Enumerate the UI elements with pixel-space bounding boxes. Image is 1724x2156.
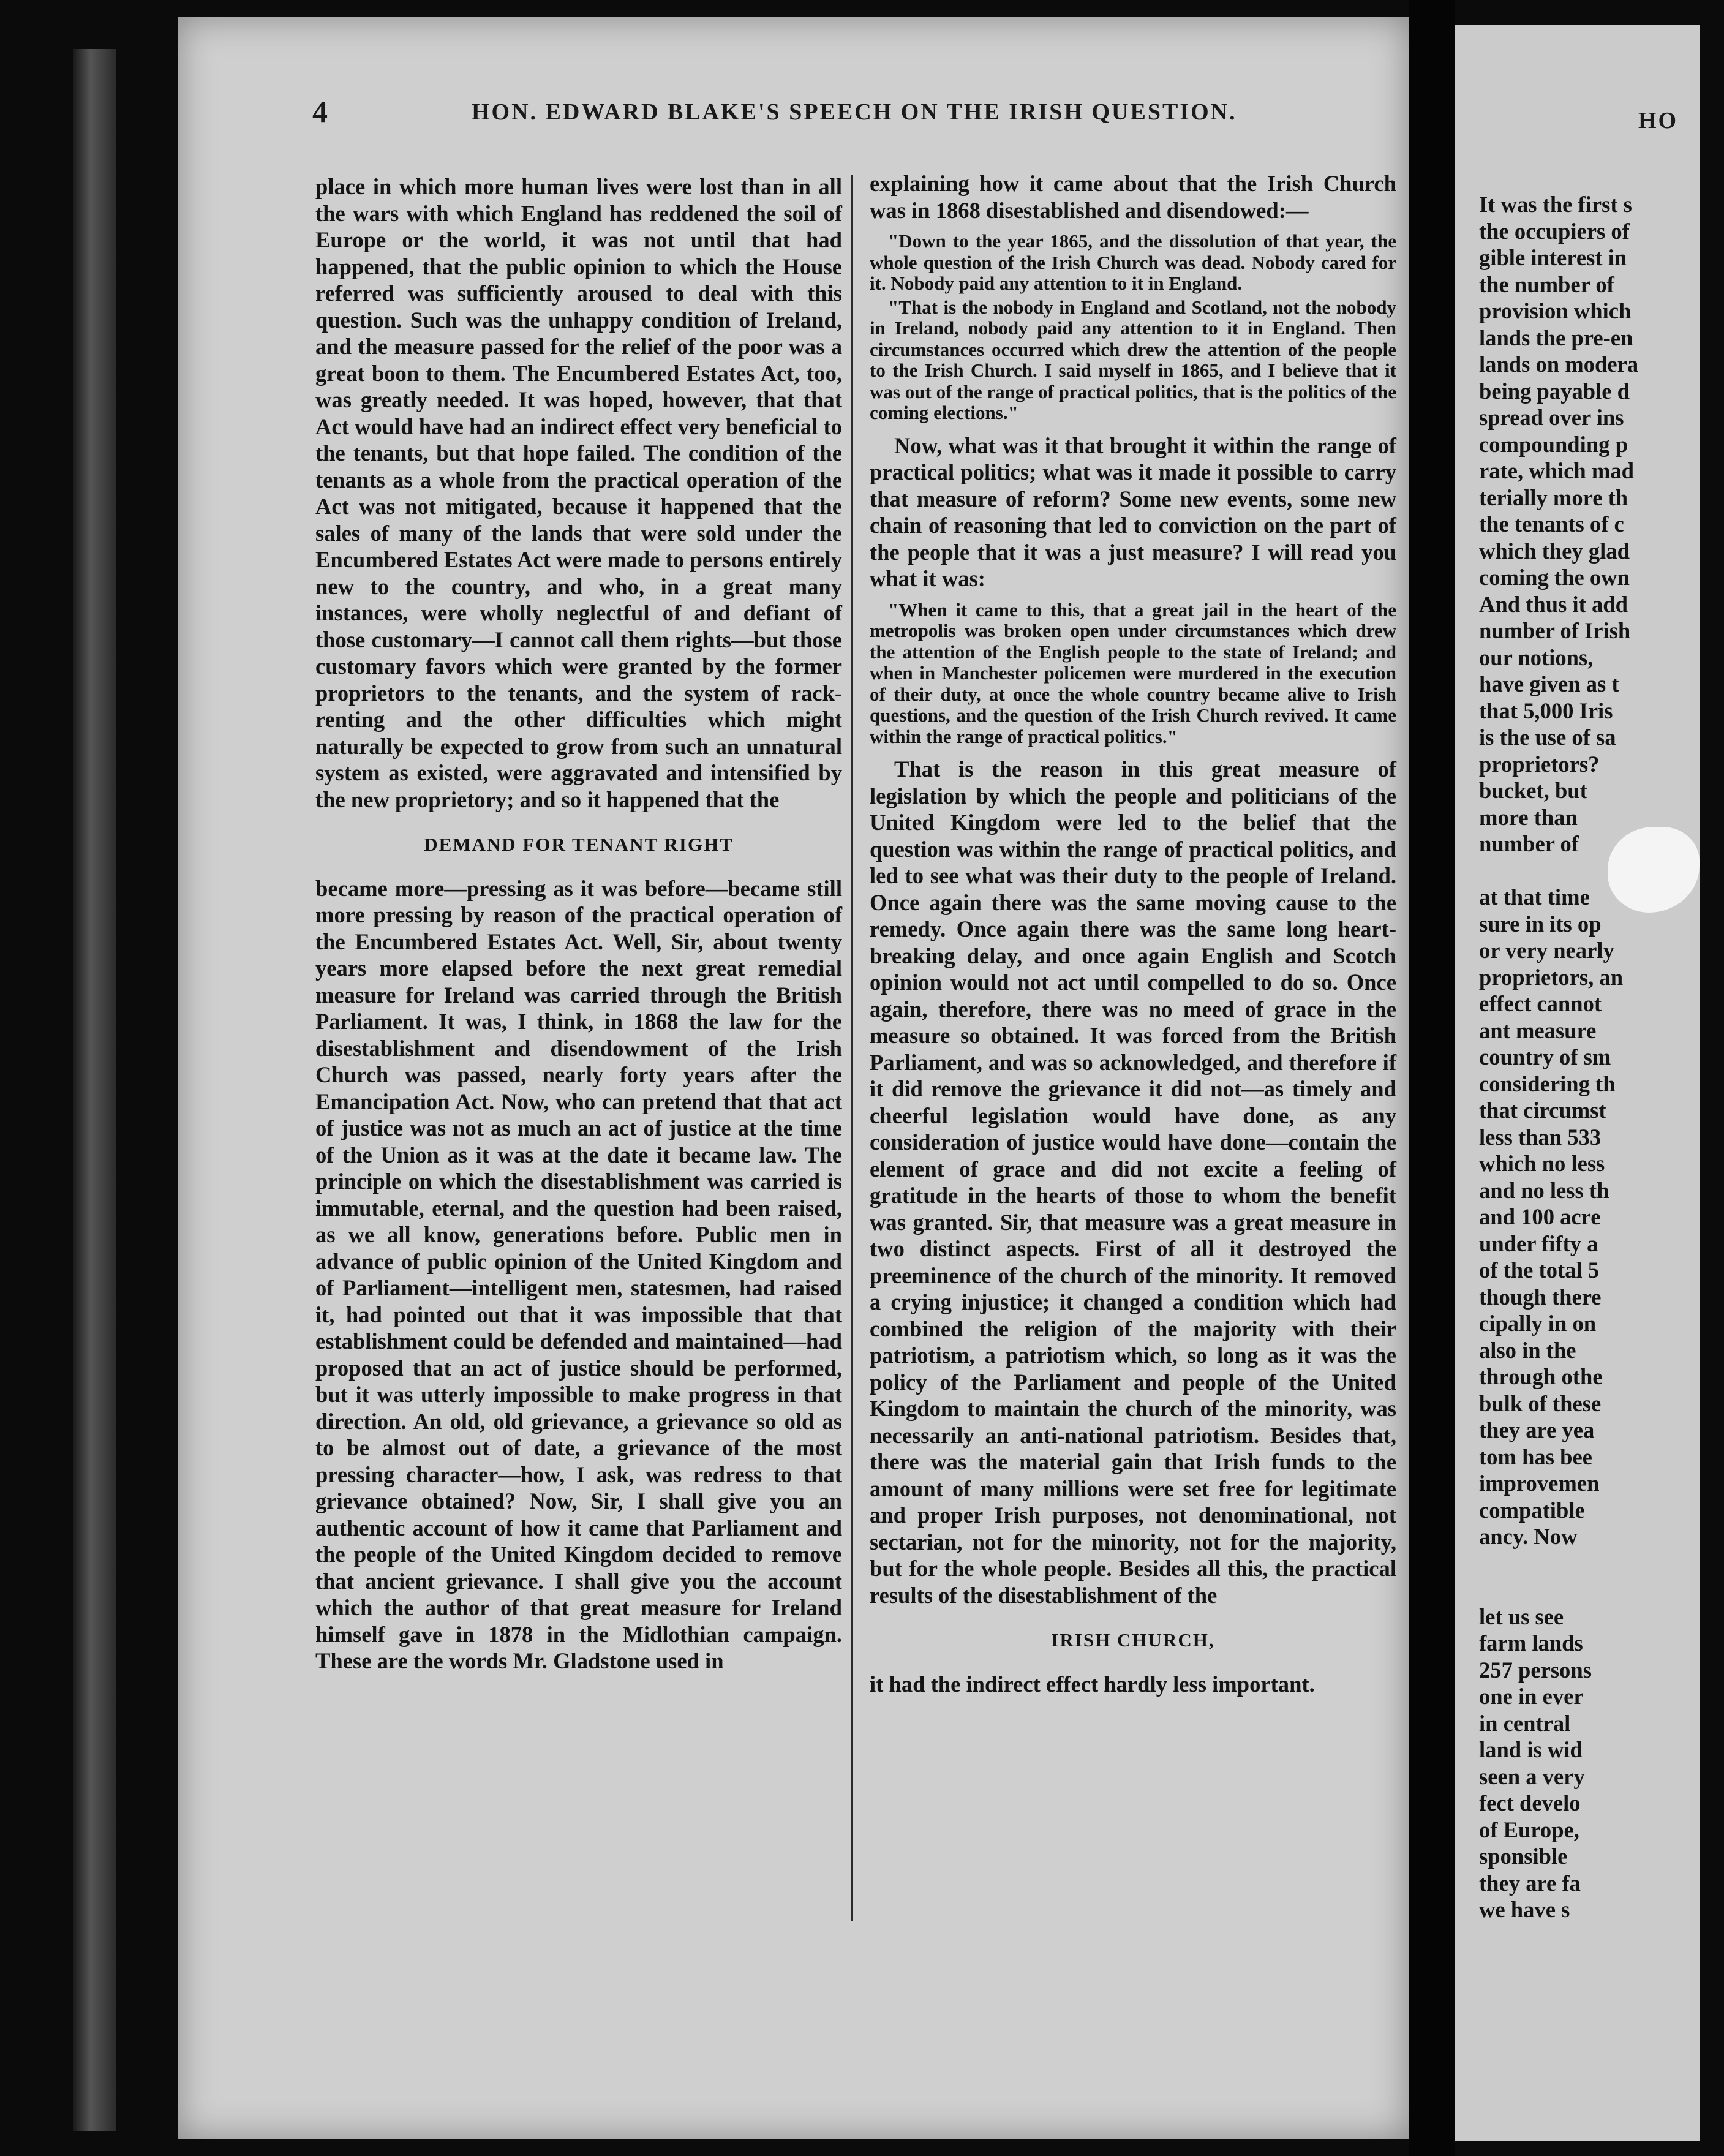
facing-line: being payable d bbox=[1479, 378, 1630, 404]
facing-line: they are fa bbox=[1479, 1870, 1581, 1896]
facing-line: terially more th bbox=[1479, 484, 1628, 510]
book-binding bbox=[73, 49, 116, 2132]
facing-line: we have s bbox=[1479, 1897, 1570, 1922]
facing-line: bulk of these bbox=[1479, 1390, 1602, 1416]
page-gutter bbox=[1409, 0, 1455, 2156]
subheading-tenant-right: DEMAND FOR TENANT RIGHT bbox=[424, 834, 734, 855]
facing-line: less than 533 bbox=[1479, 1124, 1602, 1150]
facing-line: effect cannot bbox=[1479, 991, 1602, 1016]
facing-line: compounding p bbox=[1479, 431, 1628, 457]
facing-line: tom has bee bbox=[1479, 1444, 1592, 1469]
facing-line: or very nearly bbox=[1479, 938, 1614, 963]
left-paragraph-2: became more—pressing as it was before—became still more pressing by reason of the practical operation of the Encumbered Estates Act. Well, Sir, about twenty years more elapsed before the next great remedial measure for Ireland was carried through the British Parliament. It was, I think, in 1868 the law for the disestablishment and disendowment of the Irish Church was passed, nearly forty years after the Emancipation Act. Now, who can pretend that that act of justice was not as much an act of justice at the time of the Union as it was at the date it became law. The principle on which the disestablishment was carried is immutable, eternal, and the question had been raised, as we all know, generations before. Public men in advance of public opinion of the United Kingdom and of Parliament—intelligent men, statesmen, had raised it, had pointed out that it was impossible that that establishment could be defended and maintained—had proposed that an act of justice should be performed, but it was utterly impossible to make progress in that direction. An old, old grievance, a grievance so old as to be almost out of date, a grievance of the most pressing character—how, I ask, was redress to that grievance obtained? Now, Sir, I shall give you an authentic account of how it came that Parliament and the people of the United Kingdom decided to remove that ancient grievance. I shall give you the account which the author of that great measure for Ireland himself gave in 1878 in the Midlothian campaign. These are the words Mr. Gladstone used in bbox=[315, 875, 842, 1673]
right-column bbox=[870, 170, 1396, 1697]
facing-line: in central bbox=[1479, 1710, 1571, 1736]
column-rule bbox=[851, 175, 853, 1921]
facing-line: land is wid bbox=[1479, 1737, 1583, 1762]
facing-line: bucket, but bbox=[1479, 778, 1587, 803]
facing-line: country of sm bbox=[1479, 1044, 1611, 1069]
facing-line: though there bbox=[1479, 1284, 1602, 1310]
facing-line: of the total 5 bbox=[1479, 1257, 1600, 1283]
facing-line: they are yea bbox=[1479, 1417, 1595, 1442]
quote-1: "Down to the year 1865, and the dissolution of that year, the whole question of the Irish Church was dead. Nobody cared for it. Nobody paid any attention to it in England. bbox=[870, 230, 1396, 294]
facing-line: also in the bbox=[1479, 1337, 1576, 1363]
facing-line bbox=[1479, 1550, 1724, 1577]
right-paragraph-2: Now, what was it that brought it within the range of practical politics; what was it made it possible to carry that measure of reform? Some new events, some new chain of reasoning that led to conviction on the part of the people that it was a just measure? I will read you what it was: bbox=[870, 432, 1396, 591]
facing-line: that 5,000 Iris bbox=[1479, 698, 1613, 723]
page-right-facing bbox=[1455, 24, 1700, 2141]
facing-line: at that time bbox=[1479, 884, 1590, 910]
facing-line: farm lands bbox=[1479, 1630, 1583, 1656]
page-header bbox=[178, 94, 1409, 143]
facing-line: gible interest in bbox=[1479, 245, 1627, 270]
facing-line: which no less bbox=[1479, 1151, 1605, 1176]
facing-line: under fifty a bbox=[1479, 1231, 1598, 1256]
facing-line: which they glad bbox=[1479, 538, 1630, 564]
subheading-irish-church: IRISH CHURCH, bbox=[1051, 1629, 1215, 1651]
facing-line: And thus it add bbox=[1479, 591, 1628, 617]
facing-line: is the use of sa bbox=[1479, 725, 1616, 750]
facing-header-fragment: HO bbox=[1638, 108, 1679, 134]
facing-line: the occupiers of bbox=[1479, 218, 1630, 244]
facing-line: one in ever bbox=[1479, 1684, 1584, 1709]
facing-page-text bbox=[1479, 191, 1724, 1923]
facing-line bbox=[1479, 1577, 1724, 1604]
facing-line: the number of bbox=[1479, 271, 1614, 297]
facing-line: coming the own bbox=[1479, 565, 1630, 590]
facing-line: spread over ins bbox=[1479, 405, 1624, 430]
facing-line: have given as t bbox=[1479, 671, 1619, 696]
facing-line: sponsible bbox=[1479, 1844, 1568, 1869]
quote-3: "When it came to this, that a great jail in the heart of the metropolis was broken open under circumstances which drew the attention of the English people to the state of Ireland; and when in Manchester policemen were murdered in the execution of their duty, at once the whole country became alive to Irish questions, and the question of the Irish Church revived. It came within the range of practical politics." bbox=[870, 598, 1396, 747]
facing-line: number of Irish bbox=[1479, 618, 1631, 643]
facing-line: 257 persons bbox=[1479, 1657, 1592, 1683]
facing-line: It was the first s bbox=[1479, 192, 1632, 217]
right-paragraph-1: explaining how it came about that the Irish Church was in 1868 disestablished and disendowed:— bbox=[870, 171, 1396, 223]
facing-line: of Europe, bbox=[1479, 1817, 1579, 1842]
facing-line: the tenants of c bbox=[1479, 511, 1624, 537]
left-column bbox=[315, 173, 842, 1675]
facing-line: more than bbox=[1479, 804, 1578, 830]
facing-line: proprietors? bbox=[1479, 751, 1600, 777]
facing-line: rate, which mad bbox=[1479, 458, 1634, 483]
facing-line: lands on modera bbox=[1479, 352, 1639, 377]
facing-line: our notions, bbox=[1479, 644, 1594, 670]
facing-line: ancy. Now bbox=[1479, 1524, 1578, 1549]
facing-line: through othe bbox=[1479, 1364, 1603, 1389]
facing-line: compatible bbox=[1479, 1497, 1585, 1523]
facing-line: and no less th bbox=[1479, 1177, 1609, 1203]
facing-line: seen a very bbox=[1479, 1763, 1585, 1789]
facing-line: ant measure bbox=[1479, 1017, 1597, 1043]
facing-line: lands the pre-en bbox=[1479, 325, 1633, 350]
facing-line: number of bbox=[1479, 831, 1579, 856]
page-number: 4 bbox=[312, 94, 328, 129]
facing-line: provision which bbox=[1479, 298, 1632, 323]
right-paragraph-3: That is the reason in this great measure of legislation by which the people and politicians of the United Kingdom were led to the belief that the question was within the range of practical politics, and led to see what was their duty to the people of Ireland. Once again there was the same moving cause to the remedy. Once again there was the same long heart-breaking delay, and once again English and Scotch opinion would not act until compelled to do so. Once again, therefore, there was no meed of grace in the measure so obtained. It was forced from the British Parliament, and was so acknowledged, and therefore if it did remove the grievance it did not—as timely and cheerful legislation would have done, as any consideration of justice would have done—contain the element of grace and did not excite a feeling of gratitude in the hearts of those to whom the benefit was granted. Sir, that measure was a great measure in two distinct aspects. First of all it destroyed the preeminence of the church of the minority. It removed a crying injustice; it changed a condition which had combined the religion of the majority with their patriotism, a patriotism which, so long as it was the policy of the Parliament and people of the United Kingdom to maintain the church of the minority, was necessarily an anti-national patriotism. Besides that, there was the material gain that Irish funds to the amount of many millions were set free for legitimate and proper Irish purposes, not denominational, not sectarian, not for the minority, not for the majority, but for the whole people. Besides all this, the practical results of the disestablishment of the bbox=[870, 756, 1396, 1608]
page-left bbox=[178, 17, 1409, 2139]
right-paragraph-4: it had the indirect effect hardly less important. bbox=[870, 1671, 1315, 1697]
facing-line: improvemen bbox=[1479, 1471, 1600, 1496]
facing-line: considering th bbox=[1479, 1071, 1616, 1096]
quote-2: "That is the nobody in England and Scotland, not the nobody in Ireland, nobody paid any attention to it in England. Then circumstances occurred which drew the attention of the people to the Irish Church. I said myself in 1865, and I believe that it was out of the range of practical politics, that is the politics of the coming elections." bbox=[870, 296, 1396, 423]
facing-line: let us see bbox=[1479, 1604, 1564, 1629]
facing-line: cipally in on bbox=[1479, 1311, 1597, 1336]
running-title: HON. EDWARD BLAKE'S SPEECH ON THE IRISH QUESTION. bbox=[472, 99, 1237, 125]
facing-line: fect develo bbox=[1479, 1790, 1581, 1815]
facing-line: sure in its op bbox=[1479, 911, 1602, 937]
left-paragraph-1: place in which more human lives were lost than in all the wars with which England has reddened the soil of Europe or the world, it was not until that had happened, that the public opinion to which the House referred was sufficiently aroused to deal with this question. Such was the unhappy condition of Ireland, and the measure passed for the relief of the poor was a great boon to them. The Encumbered Estates Act, too, was greatly needed. It was hoped, however, that that Act would have had an indirect effect very beneficial to the tenants, but that hope failed. The condition of the tenants as a whole from the practical operation of the Act was not mitigated, because it happened that the sales of many of the lands that were sold under the Encumbered Estates Act were made to persons entirely new to the country, and who, in a great many instances, were wholly neglectful of and defiant of those customary—I cannot call them rights—but those customary favors which were granted by the former proprietors to the tenants, and the system of rack-renting and the other difficulties which might naturally be expected to grow from such an unnatural system as existed, were aggravated and intensified by the new proprietory; and so it happened that the bbox=[315, 174, 842, 812]
facing-line: that circumst bbox=[1479, 1098, 1606, 1123]
facing-line: and 100 acre bbox=[1479, 1204, 1601, 1229]
facing-line: proprietors, an bbox=[1479, 964, 1624, 990]
